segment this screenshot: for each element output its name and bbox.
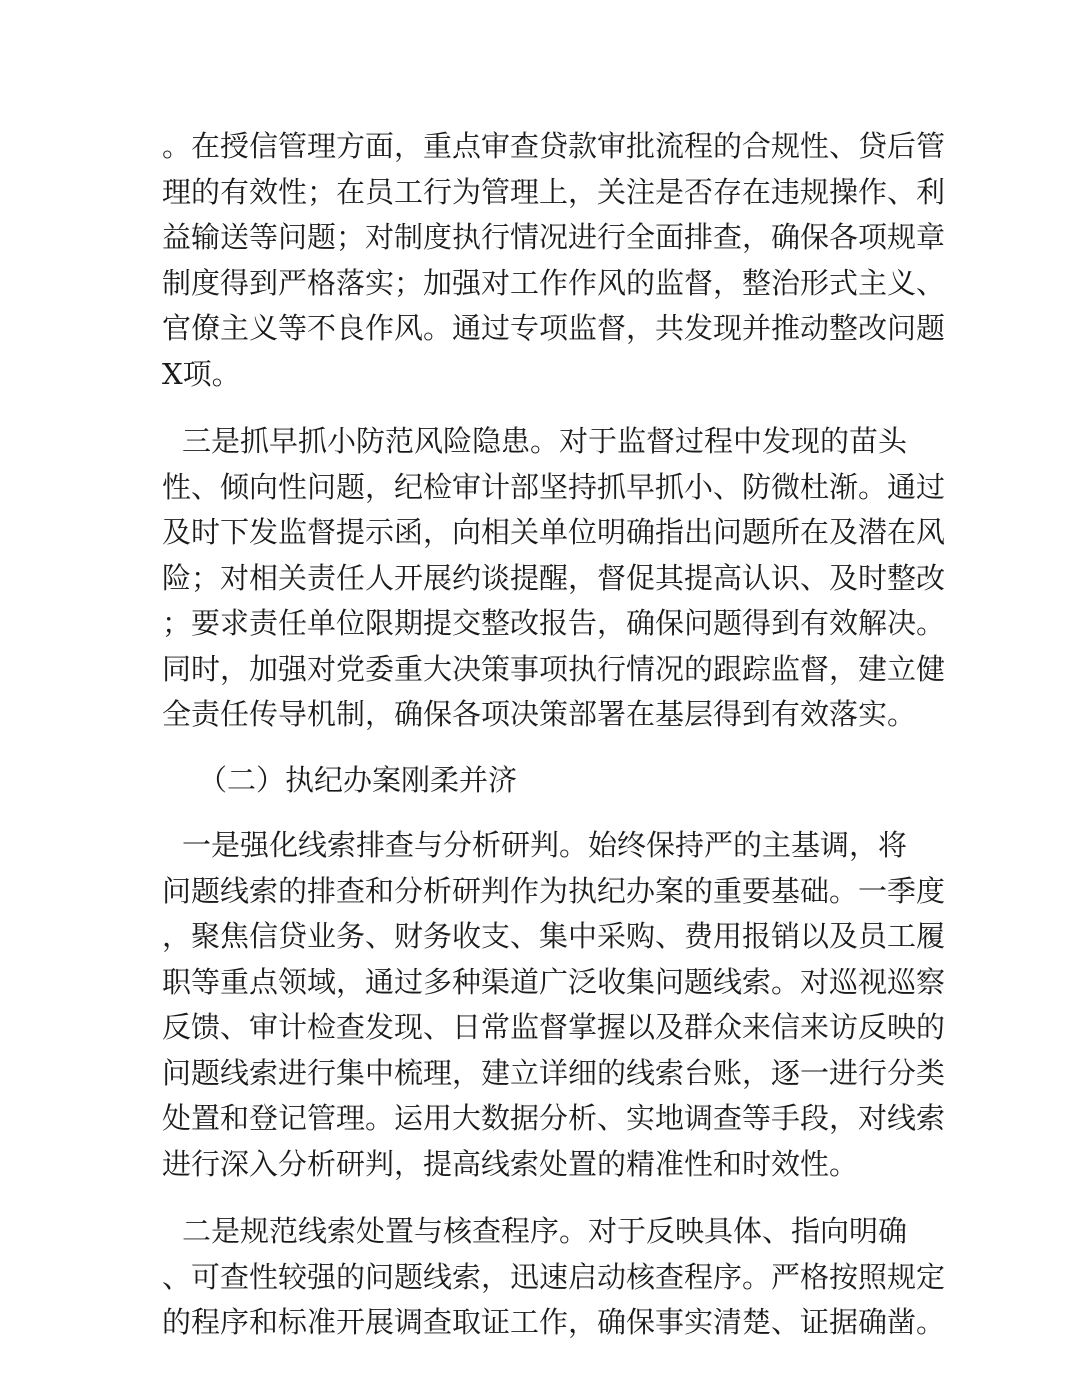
text-line: 理的有效性；在员工行为管理上，关注是否存在违规操作、利 <box>162 174 946 209</box>
text-line: 。在授信管理方面，重点审查贷款审批流程的合规性、贷后管 <box>162 129 946 163</box>
text-line: X项。 <box>162 356 241 391</box>
text-line: 一是强化线索排查与分析研判。始终保持严的主基调，将 <box>182 828 908 862</box>
text-line: 职等重点领域，通过多种渠道广泛收集问题线索。对巡视巡察 <box>162 964 946 999</box>
section-heading-text: （二）执纪办案刚柔并济 <box>198 762 518 797</box>
paragraph-spacing <box>162 803 922 823</box>
paragraph-spacing <box>162 738 922 758</box>
text-line: 险；对相关责任人开展约谈提醒，督促其提高认识、及时整改 <box>162 560 946 595</box>
paragraph-spacing <box>162 1187 922 1209</box>
paragraph-risk-prevention <box>162 419 946 738</box>
paragraph-clue-analysis <box>162 823 946 1187</box>
paragraph-spacing <box>162 397 922 419</box>
document-body <box>162 124 946 1346</box>
text-line: 官僚主义等不良作风。通过专项监督，共发现并推动整改问题 <box>162 311 946 345</box>
text-line: 问题线索的排查和分析研判作为执纪办案的重要基础。一季度 <box>162 873 946 908</box>
text-line: 益输送等问题；对制度执行情况进行全面排查，确保各项规章 <box>162 220 946 254</box>
text-line: ；要求责任单位限期提交整改报告，确保问题得到有效解决。 <box>162 606 946 640</box>
text-line: 及时下发监督提示函，向相关单位明确指出问题所在及潜在风 <box>162 515 946 549</box>
section-heading <box>162 758 922 804</box>
text-line: 进行深入分析研判，提高线索处置的精准性和时效性。 <box>162 1146 859 1181</box>
text-line: 性、倾向性问题，纪检审计部坚持抓早抓小、防微杜渐。通过 <box>162 469 946 504</box>
paragraph-verification-procedure <box>162 1209 946 1346</box>
text-line: 同时，加强对党委重大决策事项执行情况的跟踪监督，建立健 <box>162 651 946 686</box>
text-line: 问题线索进行集中梳理，建立详细的线索台账，逐一进行分类 <box>162 1055 946 1090</box>
text-line: 制度得到严格落实；加强对工作作风的监督，整治形式主义、 <box>162 265 946 300</box>
text-line: 三是抓早抓小防范风险隐患。对于监督过程中发现的苗头 <box>182 424 908 458</box>
text-line: ，聚焦信贷业务、财务收支、集中采购、费用报销以及员工履 <box>162 919 946 953</box>
text-line: 处置和登记管理。运用大数据分析、实地调查等手段，对线索 <box>162 1101 946 1135</box>
paragraph-continuation <box>162 124 946 397</box>
text-line: 全责任传导机制，确保各项决策部署在基层得到有效落实。 <box>162 697 917 731</box>
text-line: 反馈、审计检查发现、日常监督掌握以及群众来信来访反映的 <box>162 1010 946 1044</box>
text-line: 、可查性较强的问题线索，迅速启动核查程序。严格按照规定 <box>162 1259 946 1294</box>
text-line: 的程序和标准开展调查取证工作，确保事实清楚、证据确凿。 <box>162 1305 946 1339</box>
text-line: 二是规范线索处置与核查程序。对于反映具体、指向明确 <box>182 1214 908 1248</box>
